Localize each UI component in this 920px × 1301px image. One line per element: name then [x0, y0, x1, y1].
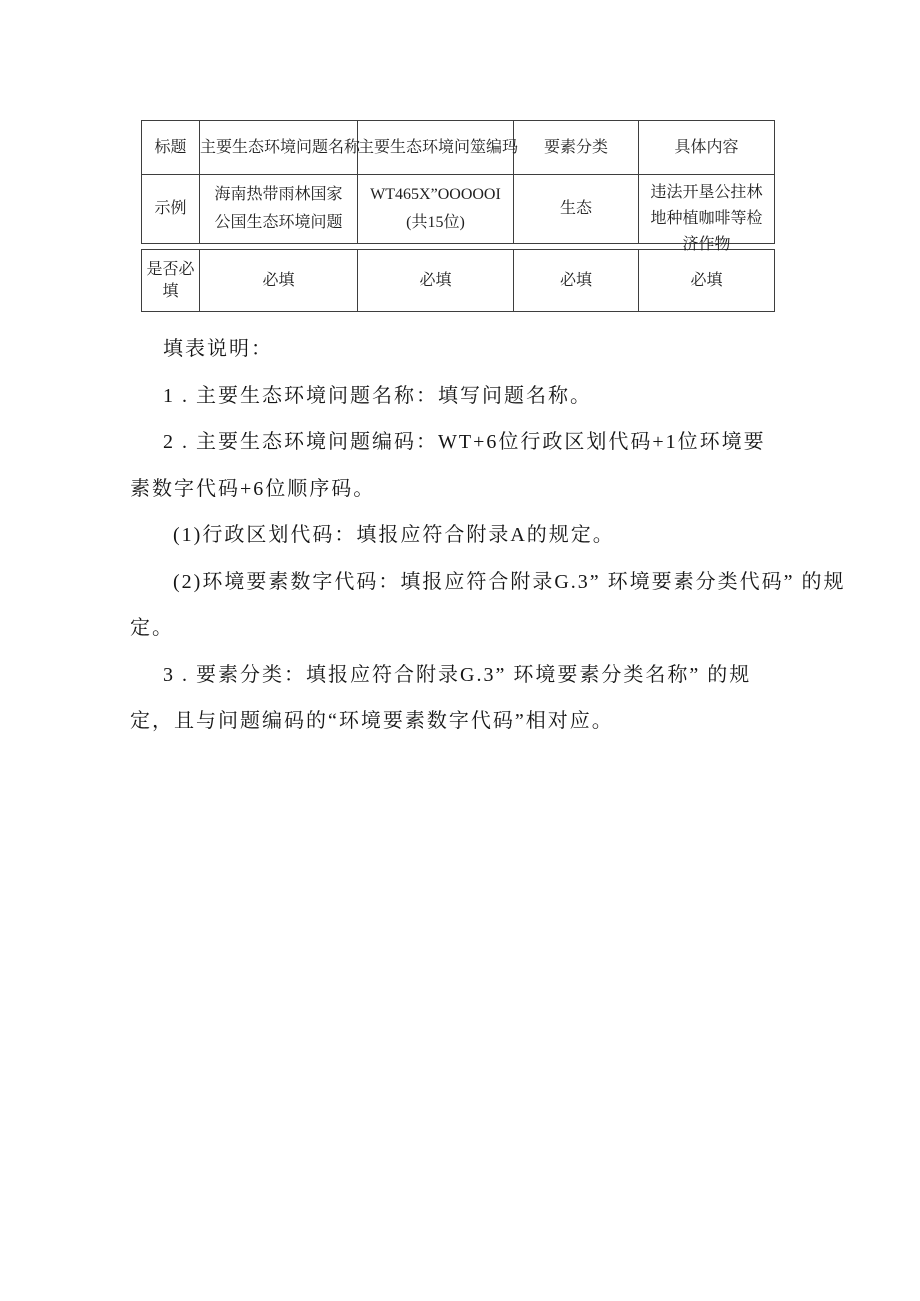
- note-item-3-line1: 3 . 要素分类：填报应符合附录G.3” 环境要素分类名称” 的规: [163, 663, 752, 686]
- note-item-3-line2: 定，且与问题编码的“环境要素数字代码”相对应。: [130, 710, 614, 732]
- form-spec-table-top: [141, 120, 775, 253]
- required-cell-problem-code: 必填: [358, 250, 514, 312]
- form-spec-table: [141, 120, 774, 312]
- example-detail-line1: 违法开垦公拄林: [650, 184, 763, 201]
- note-item-2-sub1: (1)行政区划代码：填报应符合附录A的规定。: [173, 524, 615, 546]
- header-cell-title: 标题: [142, 121, 200, 175]
- required-cell-element-category: 必填: [514, 250, 639, 312]
- note-item-2-sub2-line2: 定。: [130, 617, 174, 639]
- example-problem-code-value: WT465X”OOOOOI: [370, 186, 501, 203]
- note-item-1: 1 . 主要生态环境问题名称：填写问题名称。: [163, 384, 592, 407]
- required-row-label: 是否必填: [142, 250, 200, 312]
- example-problem-name-line2: 公国生态环境问题: [214, 214, 343, 231]
- example-problem-code-length: (共15位): [406, 214, 465, 231]
- example-element-category-cell: 生态: [514, 175, 639, 244]
- table-required-row: [142, 250, 775, 312]
- note-item-2-line1: 2 . 主要生态环境问题编码：WT+6位行政区划代码+1位环境要: [163, 431, 766, 453]
- example-problem-code-cell: [358, 175, 514, 244]
- example-detail-clipped-text: [639, 176, 774, 253]
- header-cell-element-category: 要素分类: [514, 121, 639, 175]
- form-spec-table-bottom: [141, 249, 775, 312]
- table-example-row: [142, 175, 775, 244]
- example-problem-name-cell: [200, 175, 358, 244]
- example-row-label: 示例: [142, 175, 200, 244]
- fill-instructions-heading: 填表说明：: [163, 338, 273, 360]
- note-item-2-sub2-line1: (2)环境要素数字代码：填报应符合附录G.3” 环境要素分类代码” 的规: [173, 570, 846, 593]
- fill-instructions: [130, 326, 846, 745]
- example-detail-line3: 济作物: [682, 236, 731, 253]
- example-detail-line2: 地种植咖啡等检: [650, 210, 763, 227]
- table-header-row: [142, 121, 775, 175]
- required-cell-problem-name: 必填: [200, 250, 358, 312]
- example-detail-cell: [639, 175, 775, 253]
- header-cell-detail: 具体内容: [639, 121, 775, 175]
- note-item-2-line2: 素数字代码+6位顺序码。: [130, 477, 376, 500]
- header-cell-problem-name: 主要生态环境问题名称: [200, 121, 358, 175]
- header-cell-problem-code: 主要生态环境问筮编玛: [358, 121, 514, 175]
- example-problem-name-line1: 海南热带雨林国家: [214, 186, 343, 203]
- required-cell-detail: 必填: [639, 250, 775, 312]
